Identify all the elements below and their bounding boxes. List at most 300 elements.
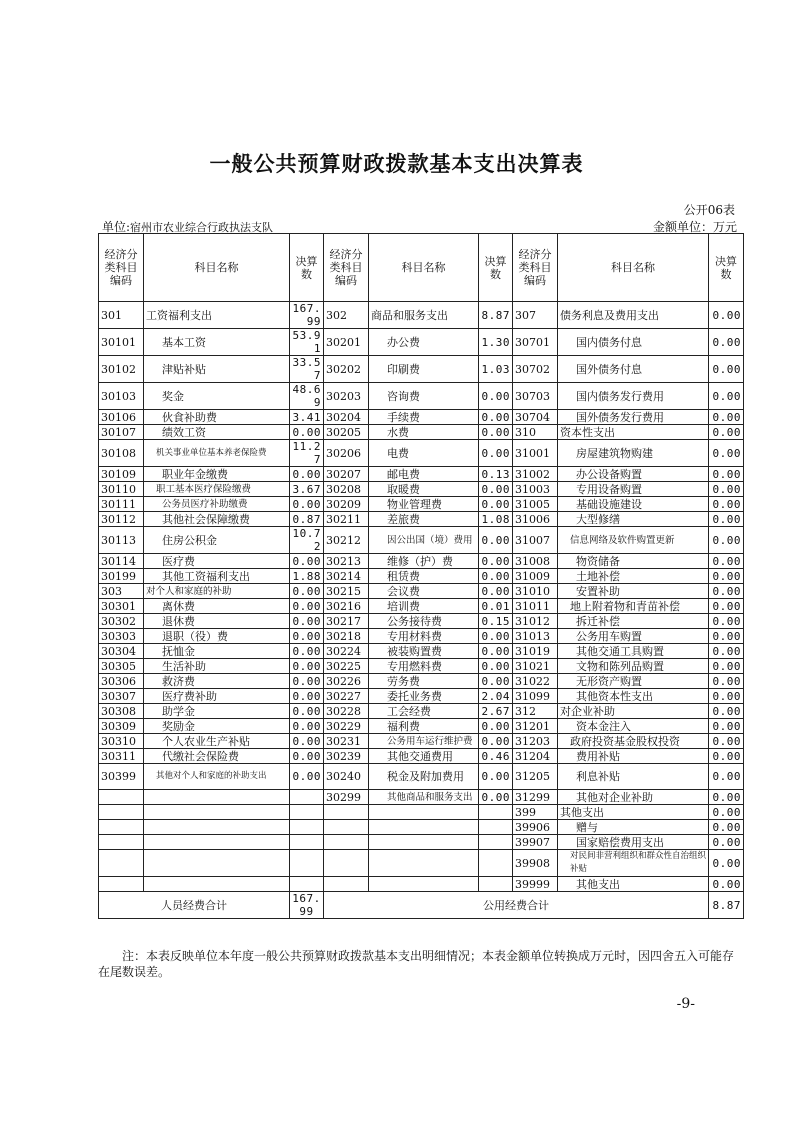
name-cell-2: 公务用车运行维护费 [369,734,479,749]
table-row [99,749,744,764]
amount-cell-1: 10.72 [290,527,324,554]
amount-cell-1: 0.00 [290,554,324,569]
code-cell-3: 31205 [513,764,558,790]
table-row [99,674,744,689]
table-row [99,410,744,425]
name-cell-1 [144,850,290,877]
code-cell-2: 30201 [324,329,369,356]
page-title: 一般公共预算财政拨款基本支出决算表 [209,151,584,176]
amount-cell-2 [479,850,513,877]
code-cell-2: 30226 [324,674,369,689]
code-cell-3: 31002 [513,467,558,482]
code-cell-3: 310 [513,425,558,440]
name-cell-1: 其他工资福利支出 [144,569,290,584]
amount-cell-3: 0.00 [709,644,744,659]
name-cell-3: 国外债务付息 [558,356,709,383]
code-cell-2: 30217 [324,614,369,629]
code-cell-3: 31203 [513,734,558,749]
name-cell-1: 离休费 [144,599,290,614]
amount-cell-2: 0.00 [479,554,513,569]
code-cell-1: 30309 [99,719,144,734]
amount-cell-3: 0.00 [709,440,744,467]
name-cell-2: 取暖费 [369,482,479,497]
amount-cell-1: 167.99 [290,302,324,329]
code-cell-1 [99,877,144,892]
amount-cell-3: 0.00 [709,704,744,719]
name-cell-3: 国内债务付息 [558,329,709,356]
amount-cell-2: 0.00 [479,629,513,644]
code-cell-3: 31008 [513,554,558,569]
amount-cell-2 [479,820,513,835]
name-cell-3: 对民间非营利组织和群众性自治组织补贴 [558,850,709,877]
amount-cell-2: 0.00 [479,569,513,584]
name-cell-2: 福利费 [369,719,479,734]
name-cell-1: 退休费 [144,614,290,629]
code-cell-3: 31013 [513,629,558,644]
code-cell-1: 30305 [99,659,144,674]
amount-cell-2: 0.00 [479,497,513,512]
table-row [99,614,744,629]
code-cell-2: 30207 [324,467,369,482]
name-cell-3: 资本性支出 [558,425,709,440]
name-cell-1 [144,805,290,820]
amount-cell-1: 0.00 [290,497,324,512]
code-cell-3: 307 [513,302,558,329]
name-cell-3: 物资储备 [558,554,709,569]
code-cell-1: 30310 [99,734,144,749]
code-cell-1: 301 [99,302,144,329]
code-cell-2: 30228 [324,704,369,719]
code-cell-3: 31007 [513,527,558,554]
amount-cell-1: 0.00 [290,584,324,599]
amount-cell-3: 0.00 [709,425,744,440]
code-cell-1: 30111 [99,497,144,512]
code-cell-1: 30114 [99,554,144,569]
amount-cell-2: 0.15 [479,614,513,629]
amount-cell-2: 0.46 [479,749,513,764]
table-row [99,527,744,554]
name-cell-3: 安置补助 [558,584,709,599]
name-cell-3: 其他对企业补助 [558,790,709,805]
amount-cell-3: 0.00 [709,790,744,805]
amount-cell-2: 0.00 [479,410,513,425]
table-row [99,554,744,569]
code-cell-1: 30109 [99,467,144,482]
amount-cell-1 [290,850,324,877]
amount-cell-2: 0.00 [479,482,513,497]
name-cell-1: 对个人和家庭的补助 [144,584,290,599]
amount-cell-2: 0.00 [479,790,513,805]
amount-cell-2 [479,877,513,892]
header-code-1: 经济分类科目编码 [99,234,144,302]
name-cell-1: 救济费 [144,674,290,689]
table-number: 公开06表 [683,203,735,217]
header-amount-2: 决算数 [479,234,513,302]
expenditure-table [98,233,744,919]
name-cell-2: 水费 [369,425,479,440]
name-cell-1: 奖金 [144,383,290,410]
amount-cell-2: 0.00 [479,674,513,689]
code-cell-2: 30216 [324,599,369,614]
code-cell-3: 31005 [513,497,558,512]
table-row [99,584,744,599]
code-cell-2: 30203 [324,383,369,410]
code-cell-2: 30239 [324,749,369,764]
amount-cell-1: 33.57 [290,356,324,383]
code-cell-2: 30209 [324,497,369,512]
name-cell-2: 公务接待费 [369,614,479,629]
table-row [99,764,744,790]
amount-cell-3: 0.00 [709,329,744,356]
amount-cell-2: 1.03 [479,356,513,383]
code-cell-3: 39999 [513,877,558,892]
name-cell-3: 大型修缮 [558,512,709,527]
name-cell-3: 国内债务发行费用 [558,383,709,410]
name-cell-2: 工会经费 [369,704,479,719]
code-cell-3: 39907 [513,835,558,850]
name-cell-3: 债务利息及费用支出 [558,302,709,329]
name-cell-2: 税金及附加费用 [369,764,479,790]
table-row [99,512,744,527]
name-cell-2: 邮电费 [369,467,479,482]
amount-cell-3: 0.00 [709,482,744,497]
unit-label: 单位: [102,220,131,234]
amount-cell-1: 3.41 [290,410,324,425]
code-cell-3: 31021 [513,659,558,674]
table-row [99,835,744,850]
name-cell-3: 其他资本性支出 [558,689,709,704]
table-row [99,719,744,734]
amount-cell-2: 0.00 [479,734,513,749]
name-cell-2 [369,820,479,835]
amount-cell-2: 0.00 [479,659,513,674]
code-cell-3: 312 [513,704,558,719]
code-cell-3: 31001 [513,440,558,467]
code-cell-2: 30299 [324,790,369,805]
name-cell-1: 机关事业单位基本养老保险费 [144,440,290,467]
amount-cell-1: 0.87 [290,512,324,527]
code-cell-3: 31099 [513,689,558,704]
amount-cell-3: 0.00 [709,584,744,599]
table-row [99,569,744,584]
name-cell-1: 退职（役）费 [144,629,290,644]
table-row [99,820,744,835]
amount-cell-1: 0.00 [290,719,324,734]
table-row [99,659,744,674]
name-cell-3: 土地补偿 [558,569,709,584]
code-cell-3: 399 [513,805,558,820]
name-cell-1: 其他对个人和家庭的补助支出 [144,764,290,790]
code-cell-2: 30206 [324,440,369,467]
amount-cell-1 [290,877,324,892]
amount-cell-2: 1.08 [479,512,513,527]
amount-cell-3: 0.00 [709,719,744,734]
code-cell-2 [324,850,369,877]
code-cell-3: 31204 [513,749,558,764]
table-row [99,599,744,614]
amount-cell-3: 0.00 [709,689,744,704]
table-row [99,302,744,329]
name-cell-1: 医疗费补助 [144,689,290,704]
code-cell-1: 30302 [99,614,144,629]
code-cell-2: 30240 [324,764,369,790]
code-cell-2: 30211 [324,512,369,527]
code-cell-3: 30703 [513,383,558,410]
name-cell-2: 委托业务费 [369,689,479,704]
name-cell-2: 物业管理费 [369,497,479,512]
amount-cell-1: 0.00 [290,749,324,764]
amount-cell-2: 0.01 [479,599,513,614]
amount-cell-1 [290,835,324,850]
code-cell-3: 31011 [513,599,558,614]
code-cell-3: 31019 [513,644,558,659]
amount-cell-3: 0.00 [709,569,744,584]
name-cell-3: 基础设施建设 [558,497,709,512]
amount-cell-2: 0.00 [479,440,513,467]
amount-cell-1 [290,820,324,835]
amount-cell-2 [479,835,513,850]
table-row [99,467,744,482]
table-row [99,644,744,659]
code-cell-1: 30103 [99,383,144,410]
code-cell-1 [99,820,144,835]
personnel-total-value: 167.99 [290,892,324,919]
name-cell-3: 房屋建筑物购建 [558,440,709,467]
name-cell-3: 地上附着物和青苗补偿 [558,599,709,614]
unit-org: 宿州市农业综合行政执法支队 [130,221,274,234]
name-cell-1: 其他社会保障缴费 [144,512,290,527]
amount-cell-1: 0.00 [290,614,324,629]
name-cell-1: 伙食补助费 [144,410,290,425]
amount-cell-1: 3.67 [290,482,324,497]
amount-cell-1: 0.00 [290,629,324,644]
name-cell-3: 费用补贴 [558,749,709,764]
code-cell-2: 30202 [324,356,369,383]
name-cell-2 [369,835,479,850]
table-row [99,440,744,467]
code-cell-2: 30218 [324,629,369,644]
name-cell-3: 公务用车购置 [558,629,709,644]
name-cell-3: 办公设备购置 [558,467,709,482]
name-cell-3: 对企业补助 [558,704,709,719]
amount-cell-1: 0.00 [290,659,324,674]
amount-cell-3: 0.00 [709,467,744,482]
code-cell-2: 30215 [324,584,369,599]
name-cell-2: 因公出国（境）费用 [369,527,479,554]
name-cell-2 [369,877,479,892]
code-cell-3: 31201 [513,719,558,734]
amount-cell-3: 0.00 [709,554,744,569]
amount-cell-1: 0.00 [290,704,324,719]
name-cell-2: 印刷费 [369,356,479,383]
code-cell-3: 30704 [513,410,558,425]
name-cell-1: 生活补助 [144,659,290,674]
code-cell-1 [99,850,144,877]
amount-cell-3: 0.00 [709,764,744,790]
name-cell-2: 手续费 [369,410,479,425]
code-cell-2: 30224 [324,644,369,659]
name-cell-2: 会议费 [369,584,479,599]
table-row [99,704,744,719]
amount-cell-1: 0.00 [290,734,324,749]
name-cell-1: 代缴社会保险费 [144,749,290,764]
amount-cell-3: 0.00 [709,512,744,527]
amount-cell-1: 0.00 [290,425,324,440]
name-cell-3: 无形资产购置 [558,674,709,689]
code-cell-1: 303 [99,584,144,599]
amount-cell-2: 0.00 [479,527,513,554]
code-cell-1: 30110 [99,482,144,497]
amount-cell-3: 0.00 [709,805,744,820]
amount-cell-3: 0.00 [709,497,744,512]
name-cell-1: 助学金 [144,704,290,719]
table-row [99,689,744,704]
amount-cell-2: 0.00 [479,383,513,410]
amount-cell-3: 0.00 [709,410,744,425]
name-cell-2 [369,805,479,820]
code-cell-1: 30304 [99,644,144,659]
code-cell-3: 31006 [513,512,558,527]
table-row [99,850,744,877]
header-code-3: 经济分类科目编码 [513,234,558,302]
amount-cell-1: 0.00 [290,599,324,614]
table-row [99,629,744,644]
name-cell-2: 电费 [369,440,479,467]
code-cell-2: 30229 [324,719,369,734]
amount-cell-3: 0.00 [709,820,744,835]
code-cell-3: 39908 [513,850,558,877]
table-row [99,497,744,512]
amount-cell-3: 0.00 [709,749,744,764]
name-cell-3: 其他交通工具购置 [558,644,709,659]
name-cell-1: 医疗费 [144,554,290,569]
header-name-1: 科目名称 [144,234,290,302]
name-cell-1: 职工基本医疗保险缴费 [144,482,290,497]
name-cell-3: 专用设备购置 [558,482,709,497]
footnote: 注：本表反映单位本年度一般公共预算财政拨款基本支出明细情况；本表金额单位转换成万元时，因四舍五入可能存在尾数误差。 [98,949,735,979]
name-cell-3: 文物和陈列品购置 [558,659,709,674]
amount-cell-1 [290,790,324,805]
personnel-total-label: 人员经费合计 [99,892,290,919]
amount-cell-3: 0.00 [709,302,744,329]
code-cell-1 [99,835,144,850]
code-cell-2: 30212 [324,527,369,554]
amount-cell-1: 53.91 [290,329,324,356]
name-cell-2: 办公费 [369,329,479,356]
code-cell-3: 30702 [513,356,558,383]
name-cell-1: 绩效工资 [144,425,290,440]
name-cell-1 [144,877,290,892]
amount-cell-3: 0.00 [709,527,744,554]
name-cell-1: 个人农业生产补贴 [144,734,290,749]
amount-cell-3: 0.00 [709,599,744,614]
code-cell-3: 30701 [513,329,558,356]
name-cell-3: 其他支出 [558,877,709,892]
header-name-3: 科目名称 [558,234,709,302]
code-cell-1: 30199 [99,569,144,584]
code-cell-3: 31009 [513,569,558,584]
amount-cell-1: 0.00 [290,644,324,659]
code-cell-2 [324,835,369,850]
name-cell-2: 劳务费 [369,674,479,689]
header-name-2: 科目名称 [369,234,479,302]
amount-cell-1: 1.88 [290,569,324,584]
header-code-2: 经济分类科目编码 [324,234,369,302]
header-amount-3: 决算数 [709,234,744,302]
amount-cell-2: 2.04 [479,689,513,704]
code-cell-2 [324,820,369,835]
amount-cell-3: 0.00 [709,850,744,877]
amount-cell-3: 0.00 [709,356,744,383]
amount-cell-2: 0.00 [479,764,513,790]
code-cell-2: 30231 [324,734,369,749]
amount-cell-3: 0.00 [709,734,744,749]
table-row [99,482,744,497]
page-number: -9- [676,996,695,1012]
table-row [99,790,744,805]
table-row [99,329,744,356]
amount-cell-1: 0.00 [290,764,324,790]
code-cell-1: 30102 [99,356,144,383]
code-cell-1: 30311 [99,749,144,764]
name-cell-2: 维修（护）费 [369,554,479,569]
amount-cell-2 [479,805,513,820]
code-cell-1: 30399 [99,764,144,790]
amount-cell-1: 0.00 [290,674,324,689]
code-cell-2: 30208 [324,482,369,497]
name-cell-2: 差旅费 [369,512,479,527]
code-cell-1 [99,790,144,805]
public-total-label: 公用经费合计 [324,892,709,919]
code-cell-1: 30303 [99,629,144,644]
name-cell-2: 商品和服务支出 [369,302,479,329]
amount-cell-3: 0.00 [709,674,744,689]
code-cell-1: 30101 [99,329,144,356]
name-cell-3: 国外债务发行费用 [558,410,709,425]
code-cell-3: 39906 [513,820,558,835]
name-cell-1: 抚恤金 [144,644,290,659]
public-total-value: 8.87 [709,892,744,919]
money-unit: 金额单位：万元 [652,220,737,234]
name-cell-1: 津贴补贴 [144,356,290,383]
amount-cell-3: 0.00 [709,835,744,850]
name-cell-2: 培训费 [369,599,479,614]
amount-cell-1: 0.00 [290,689,324,704]
code-cell-1: 30307 [99,689,144,704]
amount-cell-1: 11.27 [290,440,324,467]
name-cell-3: 国家赔偿费用支出 [558,835,709,850]
table-row [99,425,744,440]
table-row [99,734,744,749]
code-cell-2: 30225 [324,659,369,674]
code-cell-1: 30107 [99,425,144,440]
name-cell-1: 奖励金 [144,719,290,734]
amount-cell-1: 48.69 [290,383,324,410]
name-cell-1: 职业年金缴费 [144,467,290,482]
amount-cell-2: 0.00 [479,425,513,440]
code-cell-3: 31010 [513,584,558,599]
name-cell-3: 其他支出 [558,805,709,820]
name-cell-3: 资本金注入 [558,719,709,734]
amount-cell-3: 0.00 [709,383,744,410]
name-cell-2: 咨询费 [369,383,479,410]
code-cell-1: 30301 [99,599,144,614]
code-cell-1: 30112 [99,512,144,527]
name-cell-2: 专用材料费 [369,629,479,644]
amount-cell-3: 0.00 [709,877,744,892]
code-cell-1: 30106 [99,410,144,425]
name-cell-3: 利息补贴 [558,764,709,790]
